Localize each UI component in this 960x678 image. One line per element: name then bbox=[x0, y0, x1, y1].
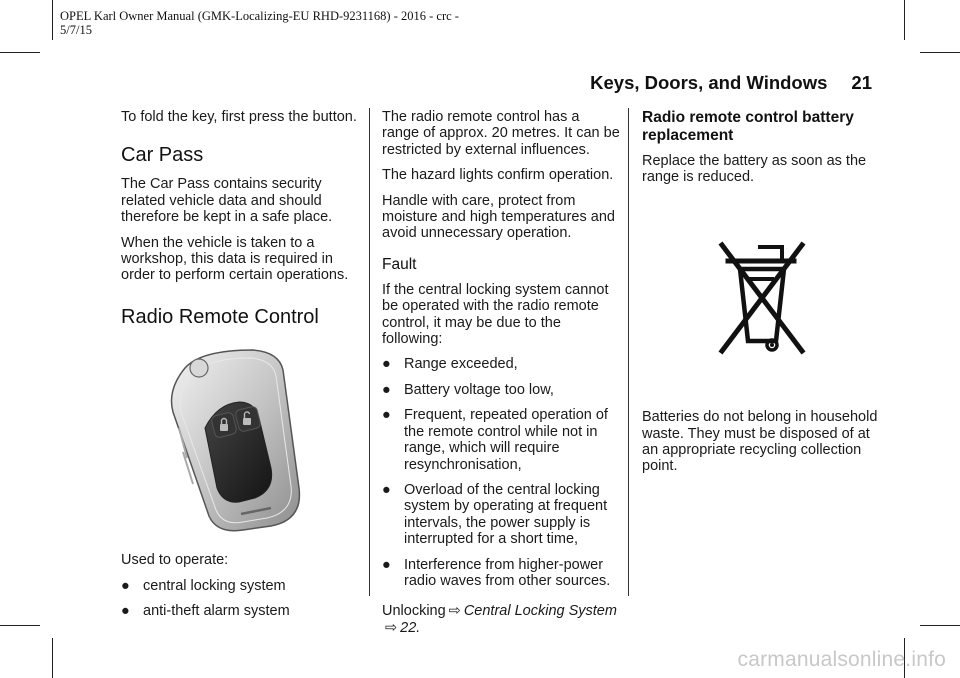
battery-replacement-heading: Radio remote control battery replacement bbox=[642, 109, 854, 144]
section-title: Keys, Doors, and Windows bbox=[590, 72, 828, 93]
bullet-icon: ● bbox=[121, 603, 130, 620]
list-item-text: central locking system bbox=[143, 577, 286, 594]
crop-mark bbox=[0, 52, 40, 53]
arrow-icon: ⇨ bbox=[385, 619, 398, 636]
list-item bbox=[382, 482, 620, 548]
list-item-text: Frequent, repeated operation of the remote control while not in range, which will require resynchronisation, bbox=[404, 407, 608, 473]
remote-key-illustration bbox=[121, 348, 361, 534]
handling-paragraph: Handle with care, protect from moisture and high temperatures and avoid unnecessary operation. bbox=[382, 192, 615, 242]
list-item-text: Overload of the central locking system by operating at frequent intervals, the power supply is interrupted for a short time, bbox=[404, 481, 608, 548]
crop-mark bbox=[920, 52, 960, 53]
crop-mark bbox=[904, 0, 905, 40]
xref-page: 22. bbox=[400, 619, 421, 636]
range-paragraph: The radio remote control has a range of approx. 20 metres. It can be restricted by external influences. bbox=[382, 109, 620, 158]
print-metadata-line: 5/7/15 bbox=[60, 23, 92, 37]
print-metadata-line: OPEL Karl Owner Manual (GMK-Localizing-EU RHD-9231168) - 2016 - crc - bbox=[60, 9, 459, 23]
column-1 bbox=[121, 109, 361, 628]
cross-reference[interactable] bbox=[382, 603, 620, 636]
crop-mark bbox=[0, 625, 40, 626]
car-pass-heading: Car Pass bbox=[121, 144, 204, 167]
running-head bbox=[590, 72, 872, 94]
list-item bbox=[382, 356, 620, 372]
column-divider bbox=[369, 108, 370, 596]
bullet-icon: ● bbox=[382, 481, 391, 498]
crop-mark bbox=[52, 638, 53, 678]
crop-mark bbox=[920, 625, 960, 626]
radio-remote-heading: Radio Remote Control bbox=[121, 305, 319, 328]
list-item-text: Battery voltage too low, bbox=[404, 381, 554, 398]
fault-intro: If the central locking system cannot be operated with the radio remote control, it may be due to the following: bbox=[382, 281, 609, 348]
used-to-operate-label: Used to operate: bbox=[121, 552, 229, 569]
key-fob-body bbox=[172, 350, 300, 531]
list-item bbox=[382, 557, 620, 590]
list-item-text: anti-theft alarm system bbox=[143, 603, 290, 620]
page-number: 21 bbox=[851, 72, 872, 93]
list-item-text: Interference from higher-power radio waves from other sources. bbox=[404, 556, 611, 589]
column-3 bbox=[642, 109, 882, 484]
bullet-icon: ● bbox=[382, 556, 391, 573]
column-2 bbox=[382, 109, 620, 645]
car-pass-paragraph: When the vehicle is taken to a workshop, this data is required in order to perform certain operations. bbox=[121, 234, 349, 284]
bullet-icon: ● bbox=[382, 381, 391, 398]
print-metadata bbox=[60, 9, 459, 37]
hazard-paragraph: The hazard lights confirm operation. bbox=[382, 167, 614, 184]
column-divider bbox=[628, 108, 629, 596]
xref-link[interactable]: Central Locking System bbox=[463, 603, 617, 620]
crossed-out-bin-icon bbox=[642, 203, 882, 395]
list-item bbox=[382, 407, 620, 473]
list-item bbox=[121, 603, 361, 619]
bullet-icon: ● bbox=[382, 407, 391, 424]
crop-mark bbox=[52, 0, 53, 40]
list-item-text: Range exceeded, bbox=[404, 356, 518, 373]
watermark: carmanualsonline.info bbox=[737, 648, 946, 671]
car-pass-paragraph: The Car Pass contains security related vehicle data and should therefore be kept in a safe place. bbox=[121, 176, 333, 226]
intro-paragraph: To fold the key, first press the button. bbox=[121, 109, 357, 125]
disposal-paragraph: Batteries do not belong in household waste. They must be disposed of at an appropriate recycling collection point. bbox=[642, 409, 878, 475]
bullet-icon: ● bbox=[121, 577, 130, 594]
fault-heading: Fault bbox=[382, 255, 417, 273]
list-item bbox=[121, 578, 361, 594]
bullet-icon: ● bbox=[382, 356, 391, 373]
list-item bbox=[382, 382, 620, 398]
battery-paragraph: Replace the battery as soon as the range is reduced. bbox=[642, 153, 867, 186]
xref-lead: Unlocking bbox=[382, 603, 446, 620]
arrow-icon: ⇨ bbox=[448, 603, 461, 620]
